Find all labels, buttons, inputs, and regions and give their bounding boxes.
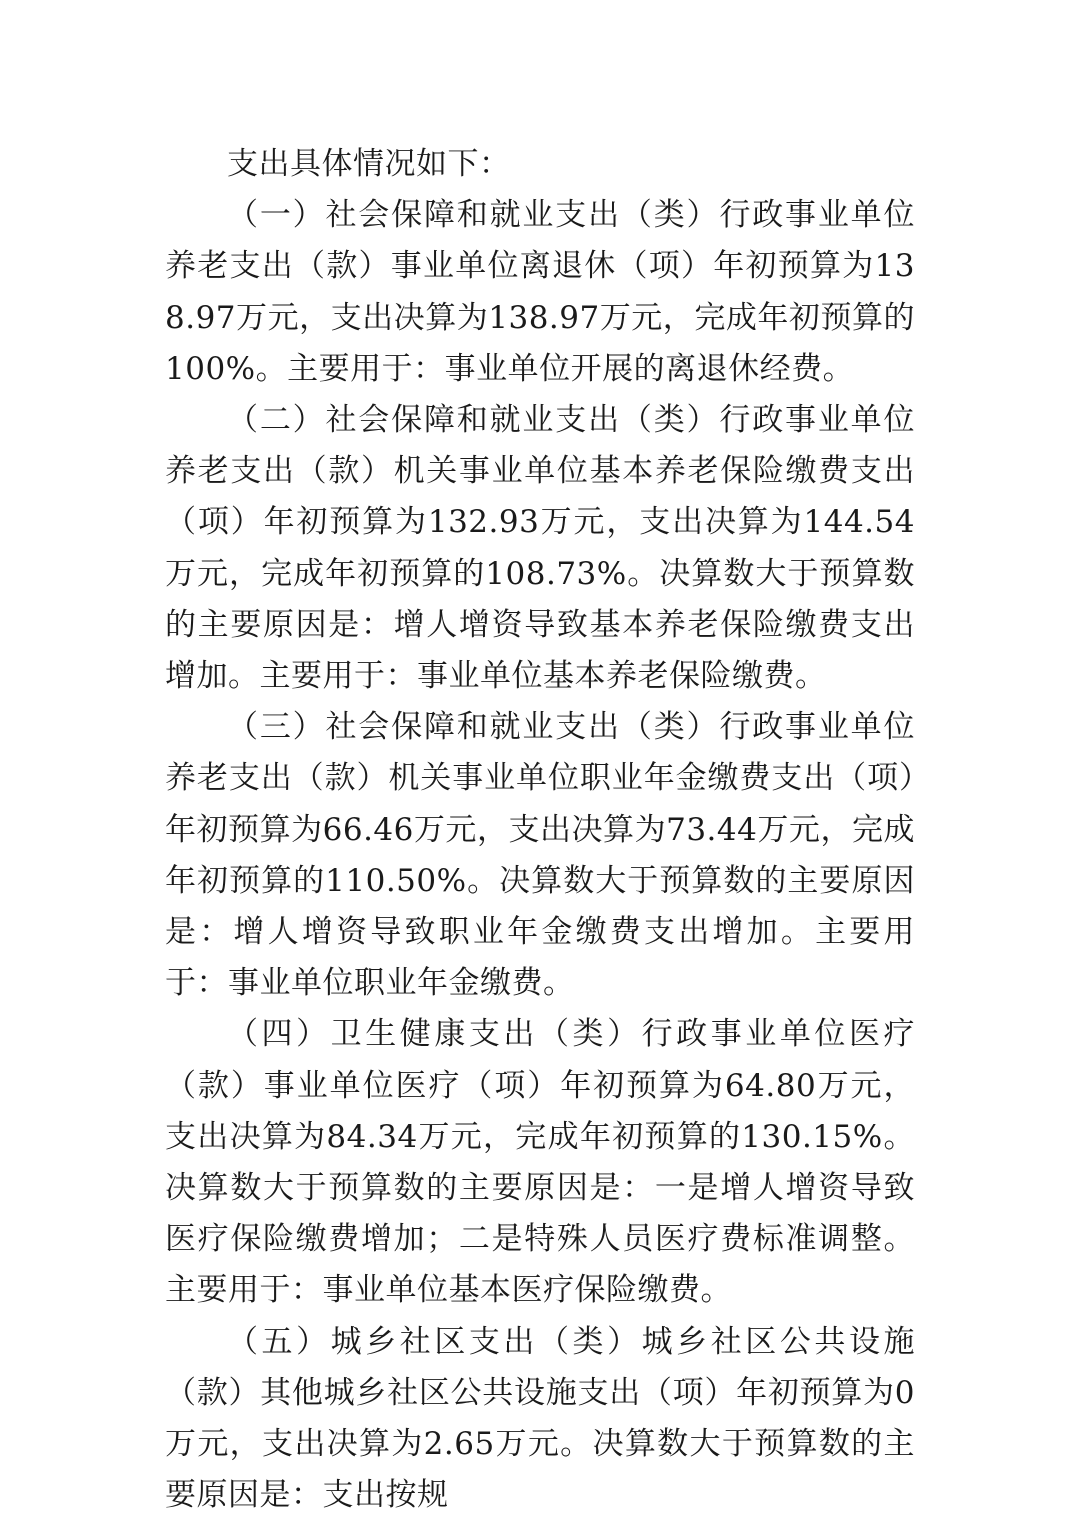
- body-text: [165, 139, 915, 1521]
- paragraph-item-1: （一）社会保障和就业支出（类）行政事业单位养老支出（款）事业单位离退休（项）年初预算为138.97万元，支出决算为138.97万元，完成年初预算的100%。主要用于：事业单位开展的离退休经费。: [165, 197, 915, 387]
- paragraph-intro: 支出具体情况如下：: [227, 146, 511, 182]
- paragraph-item-5: （五）城乡社区支出（类）城乡社区公共设施（款）其他城乡社区公共设施支出（项）年初预算为0万元，支出决算为2.65万元。决算数大于预算数的主要原因是：支出按规: [165, 1323, 915, 1514]
- paragraph-item-3: （三）社会保障和就业支出（类）行政事业单位养老支出（款）机关事业单位职业年金缴费支出（项）年初预算为66.46万元，支出决算为73.44万元，完成年初预算的110.50%。决算数大于预算数的主要原因是：增人增资导致职业年金缴费支出增加。主要用于：事业单位职业年金缴费。: [165, 709, 915, 1002]
- paragraph-item-4: （四）卫生健康支出（类）行政事业单位医疗（款）事业单位医疗（项）年初预算为64.80万元，支出决算为84.34万元，完成年初预算的130.15%。决算数大于预算数的主要原因是：一是增人增资导致医疗保险缴费增加；二是特殊人员医疗费标准调整。主要用于：事业单位基本医疗保险缴费。: [165, 1016, 915, 1309]
- paragraph-item-2: （二）社会保障和就业支出（类）行政事业单位养老支出（款）机关事业单位基本养老保险缴费支出（项）年初预算为132.93万元，支出决算为144.54万元，完成年初预算的108.73%。决算数大于预算数的主要原因是：增人增资导致基本养老保险缴费支出增加。主要用于：事业单位基本养老保险缴费。: [165, 402, 915, 695]
